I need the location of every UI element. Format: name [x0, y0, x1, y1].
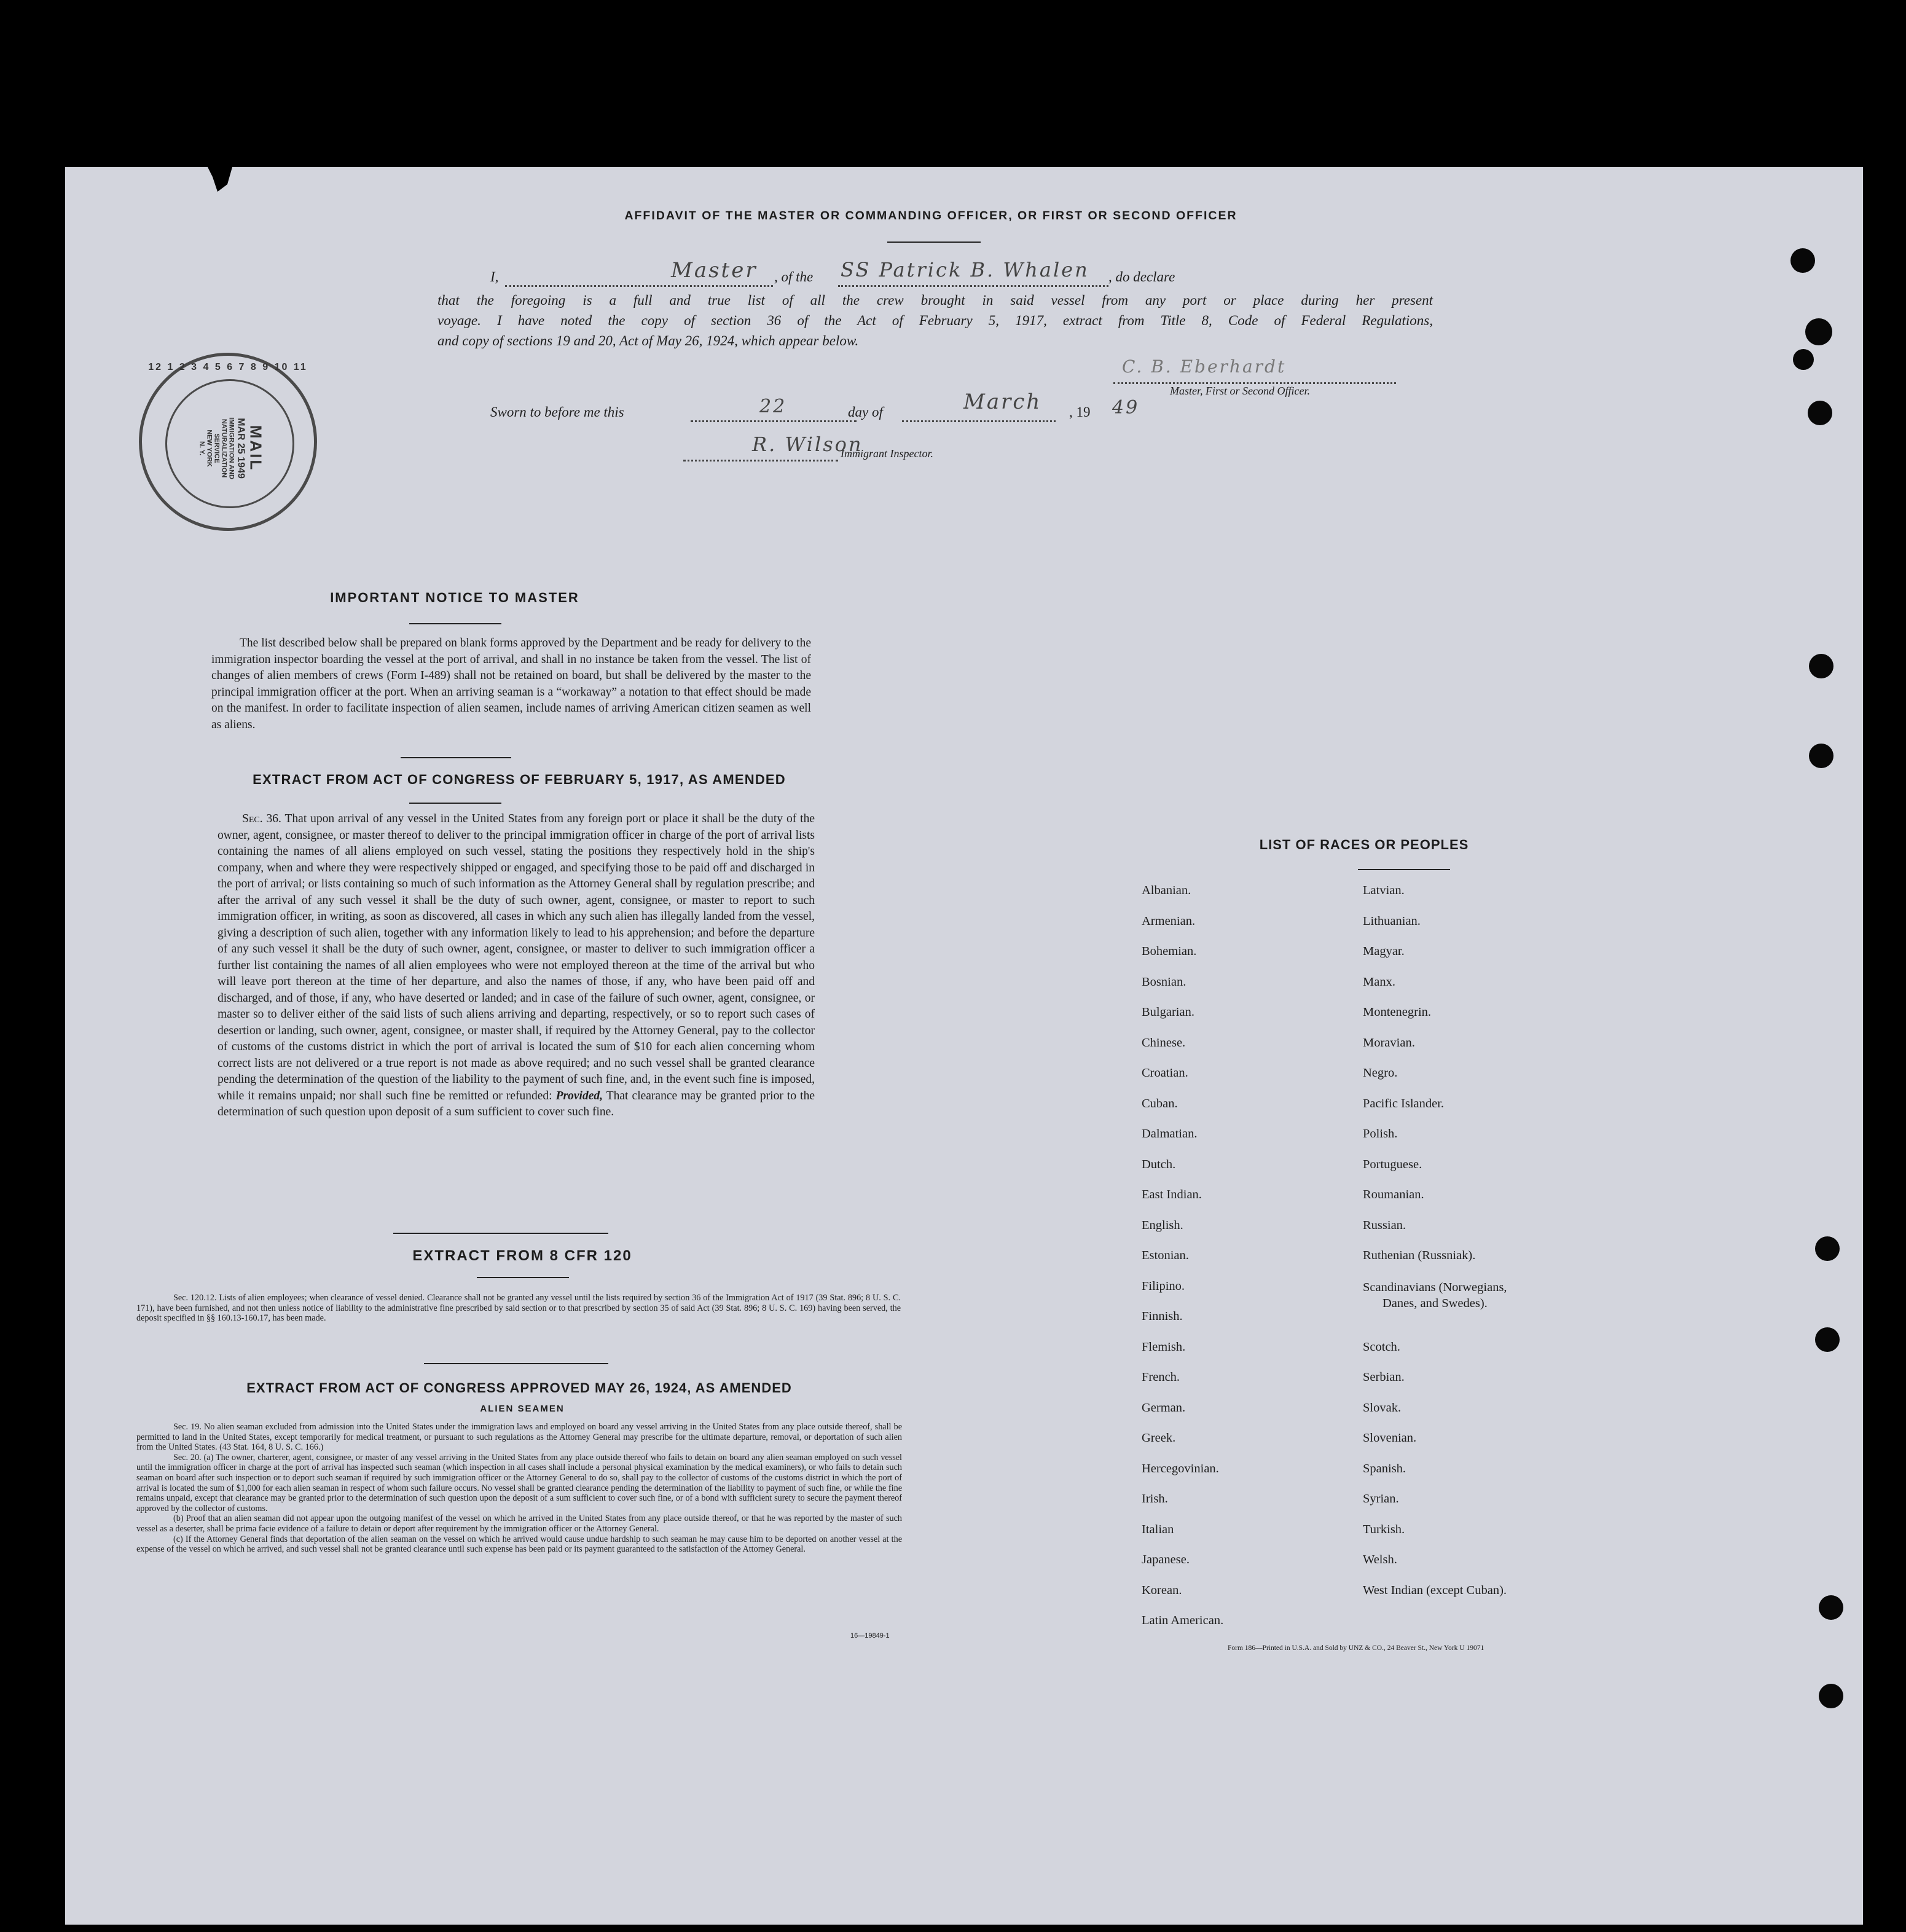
race-item: Bosnian.	[1142, 975, 1186, 989]
sec-36-label: Sec. 36.	[242, 812, 281, 825]
race-item: Latin American.	[1142, 1614, 1224, 1627]
stamp-mail-label: MAIL	[246, 425, 265, 472]
heading-rule	[887, 242, 981, 243]
race-item: Finnish.	[1142, 1310, 1183, 1323]
rank-handwriting: Master	[671, 258, 758, 283]
punch-hole	[1819, 1595, 1843, 1620]
extract-1917-heading: EXTRACT FROM ACT OF CONGRESS OF FEBRUARY 5, 1917, AS AMENDED	[253, 772, 786, 787]
race-item: Dalmatian.	[1142, 1127, 1198, 1141]
notice-heading: IMPORTANT NOTICE TO MASTER	[330, 590, 579, 605]
form-note: Form 186—Printed in U.S.A. and Sold by UNZ & CO., 24 Beaver St., New York U 19071	[1228, 1644, 1484, 1652]
affidavit-body-line: and copy of sections 19 and 20, Act of May 26, 1924, which appear below.	[437, 333, 859, 348]
stamp-date: MAR 25 1949	[235, 418, 246, 479]
day-handwriting: 22	[759, 396, 787, 417]
race-item-two-line	[1363, 1279, 1621, 1340]
race-item: Lithuanian.	[1363, 914, 1421, 928]
section-rule	[393, 1233, 608, 1234]
year-printed: , 19	[1069, 404, 1091, 420]
race-item: Turkish.	[1363, 1522, 1405, 1536]
punch-hole	[1805, 318, 1832, 345]
immigration-stamp	[139, 353, 317, 531]
master-signature: C. B. Eberhardt	[1122, 356, 1287, 377]
race-item: German.	[1142, 1400, 1186, 1415]
extract-1917-rule	[409, 803, 501, 804]
punch-hole	[1815, 1327, 1840, 1352]
race-item: Greek.	[1142, 1431, 1176, 1445]
i-label: I,	[490, 269, 499, 285]
affidavit-body-line: that the foregoing is a full and true list of all the crew brought in said vessel from any port or place during her present	[437, 293, 1433, 308]
punch-hole	[1793, 349, 1814, 370]
month-handwriting: March	[963, 390, 1042, 414]
race-item: Estonian.	[1142, 1249, 1189, 1262]
race-item: Croatian.	[1142, 1066, 1188, 1080]
punch-hole	[1815, 1236, 1840, 1261]
provided-label: Provided,	[555, 1089, 603, 1102]
signature-blank	[1113, 382, 1396, 384]
race-item: Flemish.	[1142, 1340, 1186, 1354]
race-item: Slovenian.	[1363, 1431, 1417, 1445]
race-item: Serbian.	[1363, 1370, 1405, 1384]
race-item: Montenegrin.	[1363, 1005, 1432, 1019]
notice-rule	[409, 623, 501, 624]
races-right-column	[1363, 884, 1621, 1614]
races-left-column	[1142, 884, 1351, 1644]
of-the-label: , of the	[774, 269, 814, 285]
race-item: Polish.	[1363, 1127, 1398, 1141]
race-item: Moravian.	[1363, 1035, 1415, 1050]
race-item: Filipino.	[1142, 1279, 1185, 1293]
race-item: Magyar.	[1363, 944, 1405, 958]
stamp-line: NEW YORK	[205, 430, 213, 467]
punch-hole	[1808, 401, 1832, 425]
notice-text: The list described below shall be prepared on blank forms approved by the Department and be ready for delivery to the immigration inspector boarding the vessel at the port of arrival, and shall in no instance be taken from the vessel. The list of changes of alien members of crews (Form I-489) shall not be retained on board, but shall be delivered by the master to the principal immigration officer at the port. When an arriving seaman is a “workaway” a notation to that effect should be made on the manifest. In order to facilitate inspection of alien seamen, include names of arriving American citizen seamen as well as aliens.	[211, 637, 811, 731]
race-item: English.	[1142, 1218, 1183, 1232]
stamp-line: SERVICE	[213, 433, 221, 463]
race-item: Portuguese.	[1363, 1157, 1422, 1171]
race-item: Bohemian.	[1142, 944, 1197, 958]
punch-hole	[1790, 248, 1815, 273]
sec-36-text-cont: That clearance may be granted prior to the determination of such question upon deposit of a sum sufficient to cover such fine.	[218, 1089, 815, 1118]
inspector-caption: Immigrant Inspector.	[841, 447, 933, 460]
race-item: Slovak.	[1363, 1400, 1402, 1415]
punch-hole	[1809, 654, 1833, 678]
race-item: Syrian.	[1363, 1492, 1399, 1506]
extract-1924-heading: EXTRACT FROM ACT OF CONGRESS APPROVED MAY 26, 1924, AS AMENDED	[246, 1380, 792, 1396]
race-item: West Indian (except Cuban).	[1363, 1583, 1507, 1597]
race-item: Negro.	[1363, 1066, 1398, 1080]
race-item: French.	[1142, 1370, 1180, 1384]
extract-cfr-rule	[477, 1277, 569, 1278]
day-of-label: day of	[848, 404, 883, 420]
alien-seamen-subheading: ALIEN SEAMEN	[480, 1404, 565, 1414]
stamp-line: IMMIGRATION AND	[227, 417, 235, 479]
race-item: Irish.	[1142, 1492, 1168, 1506]
race-item: Spanish.	[1363, 1461, 1406, 1475]
race-item: Roumanian.	[1363, 1188, 1424, 1201]
inspector-signature: R. Wilson	[752, 433, 863, 456]
vessel-handwriting: SS Patrick B. Whalen	[841, 258, 1089, 281]
do-declare-label: , do declare	[1108, 269, 1175, 285]
races-heading: LIST OF RACES OR PEOPLES	[1259, 837, 1469, 852]
punch-hole	[1809, 744, 1833, 768]
section-rule	[424, 1363, 608, 1364]
print-code: 16—19849-1	[850, 1632, 890, 1639]
stamp-line: NATURALIZATION	[220, 418, 228, 478]
sec-20b-text: (b) Proof that an alien seaman did not appear upon the outgoing manifest of the vessel on which he arrived in the United States from any place outside thereof, or that he was reported by the master of such vessel as a deserter, shall be prima facie evidence of a failure to detain or deport after requirement by the immigration officer or the Attorney General.	[136, 1514, 902, 1534]
affidavit-body-line: voyage. I have noted the copy of section 36 of the Act of February 5, 1917, extract from Title 8, Code of Federal Regulations,	[437, 313, 1433, 328]
sec-20a-text: Sec. 20. (a) The owner, charterer, agent, consignee, or master of any vessel arriving in the United States from any place outside thereof who fails to detain on board any alien seaman employed on such vessel until the immigration officer in charge at the port of arrival has inspected such seaman (which inspection in all cases shall include a personal physical examination by the medical examiners), or who fails to detain such seaman on board after such inspection or to deport such seaman if required by such immigration officer or the Attorney General to do so, shall pay to the collector of customs of the customs district in which the port of arrival is located the sum of $1,000 for each alien seaman in respect of whom such failure occurs. No vessel shall be granted clearance pending the determination of the liability to payment of such fine, or while the fine remains unpaid, except that clearance may be granted prior to the determination of such question upon the deposit of a sum sufficient to cover such fine, or of a bond with sufficient surety to secure the payment thereof approved by the collector of customs.	[136, 1452, 902, 1514]
race-item: Pacific Islander.	[1363, 1096, 1445, 1110]
race-item: Scandinavians (Norwegians,	[1363, 1280, 1507, 1294]
vessel-blank	[838, 285, 1108, 287]
inspector-blank	[683, 460, 838, 461]
day-blank	[691, 420, 857, 422]
sec-19-text: Sec. 19. No alien seaman excluded from admission into the United States under the immigration laws and employed on board any vessel arriving in the United States from any place outside thereof, shall be permitted to land in the United States, except temporarily for medical treatment, or pursuant to such regulations as the Attorney General may prescribe for the ultimate departure, removal, or deportation of such alien from the United States. (43 Stat. 164, 8 U. S. C. 166.)	[136, 1422, 902, 1453]
race-item-cont: Danes, and Swedes).	[1382, 1296, 1488, 1310]
race-item: Dutch.	[1142, 1157, 1176, 1171]
stamp-line: N. Y.	[198, 441, 206, 456]
stamp-ring-numbers: 12 1 2 3 4 5 6 7 8 9 10 11	[148, 362, 308, 372]
affidavit-heading: AFFIDAVIT OF THE MASTER OR COMMANDING OFFICER, OR FIRST OR SECOND OFFICER	[624, 209, 1237, 222]
race-item: Cuban.	[1142, 1096, 1178, 1110]
race-item: Latvian.	[1363, 884, 1405, 897]
extract-1917-text	[218, 811, 815, 1121]
affidavit-declare-line	[437, 258, 1433, 289]
sworn-line	[430, 387, 1167, 424]
race-item: Chinese.	[1142, 1035, 1186, 1050]
affidavit-body	[437, 290, 1433, 351]
race-item: Albanian.	[1142, 884, 1191, 897]
sec-36-text: That upon arrival of any vessel in the United States from any foreign port or place it shall be the duty of the owner, agent, consignee, or master thereof to deliver to the principal immigration officer in charge of the port of arrival lists containing the names of all aliens employed on such vessel, stating the positions they respectively hold in the ship's company, when and where they were respectively shipped or engaged, and specifying those to be paid off and discharged in the port of arrival; or lists containing so much of such information as the Attorney General shall by regulation prescribe; and after the arrival of any such vessel it shall be the duty of such owner, agent, consignee, or master to report to such immigration officer, in writing, as soon as discovered, all cases in which any such alien has illegally landed from the vessel, giving a description of such alien, together with any information likely to lead to his apprehension; and before the departure of any such vessel it shall be the duty of such owner, agent, consignee, or master to deliver to such immigration officer a further list containing the names of all alien employees who were not employed thereon at the time of the arrival but who will leave port thereon at the time of her departure, and also the names of those, if any, who have been paid off and discharged, and of those, if any, who have deserted or landed; and in case of the failure of such owner, agent, consignee, or master so to deliver either of the said lists of such aliens arriving and departing, respectively, or so to report such cases of desertion or landing, such owner, agent, consignee, or master shall, if required by the Attorney General, pay to the collector of customs of the customs district in which the port of arrival is located the sum of $10 for each alien concerning whom correct lists are not delivered or a true report is not made as above required; and no such vessel shall be granted clearance pending the determination of the question of the liability to the payment of such fine, and, in the event such fine is imposed, while it remains unpaid; nor shall such fine be remitted or refunded:	[218, 812, 815, 1102]
rank-blank	[505, 285, 773, 287]
race-item: Armenian.	[1142, 914, 1196, 928]
race-item: Russian.	[1363, 1218, 1406, 1232]
race-item: Japanese.	[1142, 1553, 1190, 1566]
race-item: Korean.	[1142, 1583, 1182, 1597]
sec-20c-text: (c) If the Attorney General finds that deportation of the alien seaman on the vessel on which he arrived would cause undue hardship to such seaman he may cause him to be deported on another vessel at the expense of the vessel on which he arrived, and such vessel shall not be granted clearance until such expense has been paid or its payment guaranteed to the satisfaction of the Attorney General.	[136, 1534, 902, 1555]
section-rule	[401, 757, 511, 758]
extract-1924-text	[136, 1422, 902, 1555]
sworn-label: Sworn to before me this	[490, 404, 624, 420]
race-item: Italian	[1142, 1522, 1174, 1536]
month-blank	[902, 420, 1056, 422]
races-rule	[1358, 869, 1450, 870]
race-item: East Indian.	[1142, 1188, 1202, 1201]
race-item: Bulgarian.	[1142, 1005, 1194, 1019]
signature-caption: Master, First or Second Officer.	[1170, 385, 1310, 397]
race-item: Ruthenian (Russniak).	[1363, 1249, 1476, 1262]
race-item: Scotch.	[1363, 1340, 1400, 1354]
punch-hole	[1819, 1684, 1843, 1708]
stamp-body	[198, 387, 265, 510]
race-item: Manx.	[1363, 975, 1395, 989]
race-item: Welsh.	[1363, 1553, 1397, 1566]
year-handwriting: 49	[1112, 397, 1140, 418]
extract-cfr-text: Sec. 120.12. Lists of alien employees; when clearance of vessel denied. Clearance shall not be granted any vessel until the lists required by section 36 of the Immigration Act of 1917 (39 Stat. 896; 8 U. S. C. 171), have been furnished, and not then unless notice of liability to the administrative fine prescribed by said section or to that prescribed by section 35 of said Act (39 Stat. 896; 8 U. S. C. 169) having been served, the deposit specified in §§ 160.13-160.17, has been made.	[136, 1293, 901, 1324]
extract-cfr-heading: EXTRACT FROM 8 CFR 120	[412, 1247, 632, 1264]
race-item: Hercegovinian.	[1142, 1461, 1219, 1475]
